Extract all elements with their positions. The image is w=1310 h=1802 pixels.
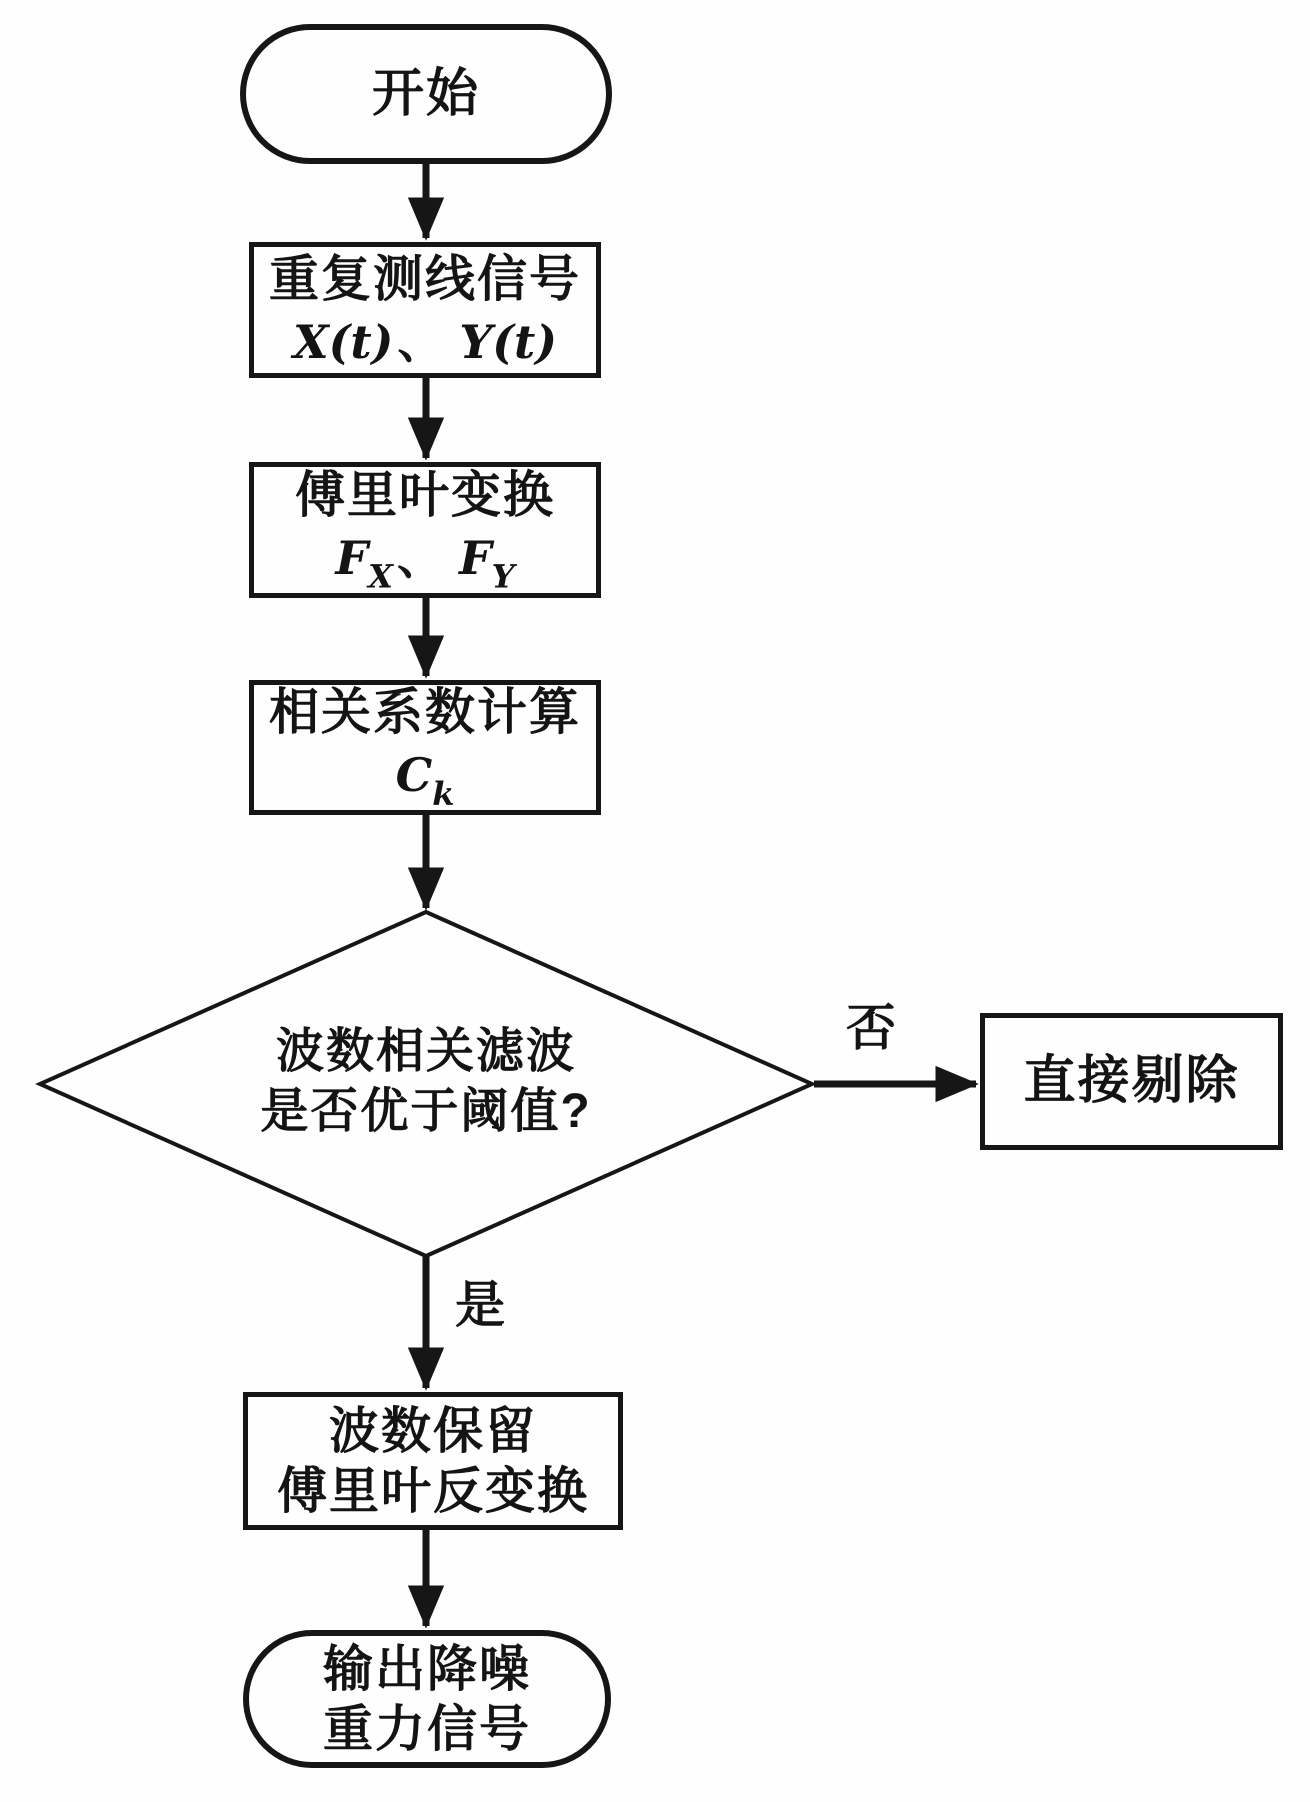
correlation-sub-k: k — [432, 774, 455, 813]
decision-line2: 是否优于阈值? — [260, 1085, 592, 1138]
fourier-formula — [335, 531, 514, 596]
output-node — [243, 1630, 611, 1768]
retain-line1: 波数保留 — [329, 1403, 537, 1459]
fourier-transform-node — [249, 462, 601, 598]
correlation-c: C — [395, 748, 433, 803]
branch-label-no: 否 — [846, 1000, 896, 1056]
fourier-sub-y: Y — [491, 557, 515, 596]
fourier-f1: F — [335, 530, 369, 585]
input-title: 重复测线信号 — [269, 251, 581, 308]
decision-text — [136, 1022, 716, 1142]
correlation-formula — [396, 748, 455, 813]
fourier-separator: 、 — [396, 531, 443, 584]
reject-node — [980, 1013, 1283, 1150]
input-formula — [293, 315, 557, 370]
retain-node — [243, 1392, 623, 1530]
input-signals-node — [249, 242, 601, 378]
fourier-f2: F — [458, 530, 492, 585]
decision-line1: 波数相关滤波 — [275, 1025, 576, 1078]
correlation-node — [249, 680, 601, 815]
correlation-title: 相关系数计算 — [269, 684, 581, 741]
formula-separator: 、 — [397, 316, 444, 369]
start-node — [240, 24, 612, 164]
formula-x: X(t) — [292, 315, 394, 370]
fourier-sub-x: X — [368, 557, 393, 596]
fourier-title: 傅里叶变换 — [295, 466, 555, 523]
reject-label: 直接剔除 — [1023, 1052, 1240, 1111]
start-label: 开始 — [371, 64, 480, 123]
branch-label-yes: 是 — [455, 1277, 505, 1333]
output-line2: 重力信号 — [323, 1701, 531, 1757]
formula-y: Y(t) — [459, 315, 558, 370]
retain-line2: 傅里叶反变换 — [277, 1463, 589, 1519]
output-line1: 输出降噪 — [323, 1641, 531, 1697]
